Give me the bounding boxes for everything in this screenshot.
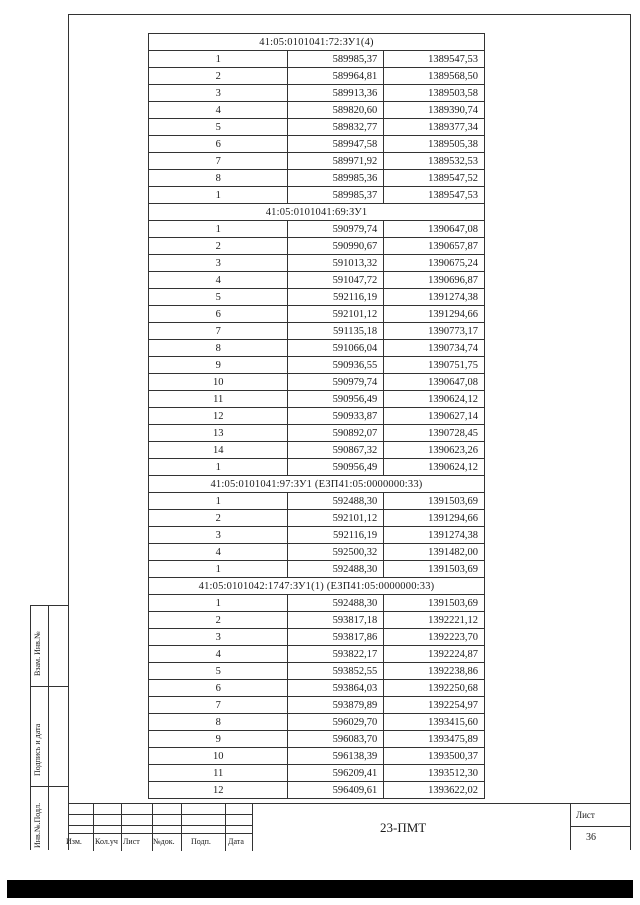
y-coordinate: 1393622,02 [384,782,485,799]
scan-edge-bar [7,880,633,898]
section-header-row [149,476,485,493]
side-label-vzam: Взам. Инв.№ [33,631,42,676]
stamp-label-list: Лист [123,837,140,846]
table-row [149,765,485,782]
table-row [149,629,485,646]
y-coordinate: 1389547,53 [384,187,485,204]
x-coordinate: 596083,70 [288,731,384,748]
x-coordinate: 596209,41 [288,765,384,782]
table-row [149,136,485,153]
point-number: 8 [149,340,288,357]
point-number: 5 [149,289,288,306]
section-header-row [149,204,485,221]
y-coordinate: 1389390,74 [384,102,485,119]
x-coordinate: 596409,61 [288,782,384,799]
y-coordinate: 1389547,52 [384,170,485,187]
x-coordinate: 592101,12 [288,510,384,527]
y-coordinate: 1391503,69 [384,595,485,612]
table-row [149,289,485,306]
stamp-label-kolvo: Кол.уч [95,837,118,846]
table-row [149,612,485,629]
x-coordinate: 591013,32 [288,255,384,272]
point-number: 2 [149,510,288,527]
sheet-label: Лист [576,810,595,820]
point-number: 7 [149,697,288,714]
x-coordinate: 590979,74 [288,221,384,238]
x-coordinate: 591135,18 [288,323,384,340]
y-coordinate: 1391294,66 [384,306,485,323]
table-row [149,85,485,102]
x-coordinate: 596029,70 [288,714,384,731]
point-number: 7 [149,323,288,340]
table-row [149,561,485,578]
y-coordinate: 1391503,69 [384,561,485,578]
side-stamp-divider [31,786,68,787]
x-coordinate: 589985,37 [288,51,384,68]
y-coordinate: 1390624,12 [384,391,485,408]
side-stamp-divider [31,686,68,687]
table-row [149,187,485,204]
point-number: 1 [149,459,288,476]
table-row [149,340,485,357]
table-row [149,255,485,272]
point-number: 2 [149,238,288,255]
point-number: 9 [149,731,288,748]
x-coordinate: 589971,92 [288,153,384,170]
section-header: 41:05:0101041:72:ЗУ1(4) [149,34,485,51]
x-coordinate: 593817,18 [288,612,384,629]
point-number: 5 [149,119,288,136]
y-coordinate: 1391503,69 [384,493,485,510]
y-coordinate: 1391274,38 [384,527,485,544]
x-coordinate: 589947,58 [288,136,384,153]
x-coordinate: 592116,19 [288,289,384,306]
y-coordinate: 1389377,34 [384,119,485,136]
section-header: 41:05:0101041:69:ЗУ1 [149,204,485,221]
table-row [149,425,485,442]
title-block [68,803,631,850]
x-coordinate: 590892,07 [288,425,384,442]
x-coordinate: 590936,55 [288,357,384,374]
x-coordinate: 592116,19 [288,527,384,544]
side-label-inv: Инв.№.Подл. [33,802,42,848]
y-coordinate: 1391294,66 [384,510,485,527]
x-coordinate: 590990,67 [288,238,384,255]
point-number: 7 [149,153,288,170]
section-header-row [149,578,485,595]
y-coordinate: 1392238,86 [384,663,485,680]
x-coordinate: 591066,04 [288,340,384,357]
x-coordinate: 592488,30 [288,595,384,612]
y-coordinate: 1390623,26 [384,442,485,459]
point-number: 4 [149,102,288,119]
x-coordinate: 589913,36 [288,85,384,102]
y-coordinate: 1389532,53 [384,153,485,170]
y-coordinate: 1390627,14 [384,408,485,425]
stamp-label-ndok: №док. [153,837,175,846]
x-coordinate: 593879,89 [288,697,384,714]
x-coordinate: 592500,32 [288,544,384,561]
point-number: 13 [149,425,288,442]
sheet-number: 36 [586,832,596,843]
point-number: 6 [149,306,288,323]
point-number: 4 [149,272,288,289]
point-number: 11 [149,391,288,408]
y-coordinate: 1389503,58 [384,85,485,102]
x-coordinate: 589985,37 [288,187,384,204]
x-coordinate: 590867,32 [288,442,384,459]
y-coordinate: 1389568,50 [384,68,485,85]
table-row [149,170,485,187]
section-header-row [149,34,485,51]
y-coordinate: 1392224,87 [384,646,485,663]
sheet-divider [570,826,631,827]
table-row [149,68,485,85]
table-row [149,493,485,510]
table-row [149,595,485,612]
section-header: 41:05:0101042:1747:ЗУ1(1) (ЕЗП41:05:0000000:33) [149,578,485,595]
table-row [149,102,485,119]
point-number: 1 [149,493,288,510]
table-row [149,391,485,408]
table-row [149,374,485,391]
x-coordinate: 589832,77 [288,119,384,136]
x-coordinate: 589985,36 [288,170,384,187]
table-row [149,697,485,714]
x-coordinate: 590933,87 [288,408,384,425]
point-number: 1 [149,187,288,204]
point-number: 4 [149,544,288,561]
side-stamp-col-value [49,606,69,850]
table-row [149,221,485,238]
table-row [149,748,485,765]
x-coordinate: 590956,49 [288,459,384,476]
y-coordinate: 1390647,08 [384,221,485,238]
point-number: 1 [149,595,288,612]
point-number: 9 [149,357,288,374]
table-row [149,646,485,663]
point-number: 10 [149,374,288,391]
x-coordinate: 589820,60 [288,102,384,119]
coordinates-table [148,33,485,799]
point-number: 12 [149,408,288,425]
point-number: 1 [149,561,288,578]
table-row [149,442,485,459]
document-code: 23-ПМТ [380,820,427,835]
table-row [149,357,485,374]
x-coordinate: 589964,81 [288,68,384,85]
point-number: 14 [149,442,288,459]
x-coordinate: 593822,17 [288,646,384,663]
table-row [149,408,485,425]
table-row [149,51,485,68]
table-row [149,306,485,323]
stamp-label-data: Дата [228,837,244,846]
y-coordinate: 1392250,68 [384,680,485,697]
point-number: 2 [149,612,288,629]
table-row [149,714,485,731]
x-coordinate: 592101,12 [288,306,384,323]
x-coordinate: 593864,03 [288,680,384,697]
y-coordinate: 1390657,87 [384,238,485,255]
point-number: 3 [149,527,288,544]
point-number: 1 [149,221,288,238]
y-coordinate: 1392254,97 [384,697,485,714]
x-coordinate: 590979,74 [288,374,384,391]
x-coordinate: 592488,30 [288,561,384,578]
y-coordinate: 1389505,38 [384,136,485,153]
point-number: 2 [149,68,288,85]
table-row [149,731,485,748]
y-coordinate: 1393475,89 [384,731,485,748]
table-row [149,238,485,255]
point-number: 6 [149,136,288,153]
table-row [149,782,485,799]
table-row [149,680,485,697]
table-row [149,510,485,527]
y-coordinate: 1390675,24 [384,255,485,272]
y-coordinate: 1390647,08 [384,374,485,391]
y-coordinate: 1393512,30 [384,765,485,782]
point-number: 5 [149,663,288,680]
section-header: 41:05:0101041:97:ЗУ1 (ЕЗП41:05:0000000:33) [149,476,485,493]
x-coordinate: 593817,86 [288,629,384,646]
stamp-label-podp: Подп. [191,837,211,846]
x-coordinate: 592488,30 [288,493,384,510]
x-coordinate: 590956,49 [288,391,384,408]
y-coordinate: 1389547,53 [384,51,485,68]
y-coordinate: 1391482,00 [384,544,485,561]
y-coordinate: 1390728,45 [384,425,485,442]
point-number: 10 [149,748,288,765]
table-row [149,527,485,544]
y-coordinate: 1393500,37 [384,748,485,765]
point-number: 1 [149,51,288,68]
point-number: 3 [149,255,288,272]
y-coordinate: 1390773,17 [384,323,485,340]
point-number: 4 [149,646,288,663]
table-row [149,272,485,289]
x-coordinate: 593852,55 [288,663,384,680]
table-row [149,153,485,170]
point-number: 3 [149,629,288,646]
y-coordinate: 1392221,12 [384,612,485,629]
point-number: 6 [149,680,288,697]
point-number: 12 [149,782,288,799]
y-coordinate: 1392223,70 [384,629,485,646]
y-coordinate: 1390751,75 [384,357,485,374]
table-row [149,663,485,680]
stamp-label-izm: Изм. [66,837,82,846]
point-number: 8 [149,170,288,187]
x-coordinate: 596138,39 [288,748,384,765]
side-stamp [30,605,68,850]
point-number: 11 [149,765,288,782]
y-coordinate: 1390696,87 [384,272,485,289]
x-coordinate: 591047,72 [288,272,384,289]
point-number: 3 [149,85,288,102]
y-coordinate: 1391274,38 [384,289,485,306]
table-row [149,544,485,561]
table-row [149,119,485,136]
table-row [149,459,485,476]
table-row [149,323,485,340]
y-coordinate: 1390624,12 [384,459,485,476]
side-label-podpis: Подпись и дата [33,723,42,776]
y-coordinate: 1393415,60 [384,714,485,731]
point-number: 8 [149,714,288,731]
y-coordinate: 1390734,74 [384,340,485,357]
